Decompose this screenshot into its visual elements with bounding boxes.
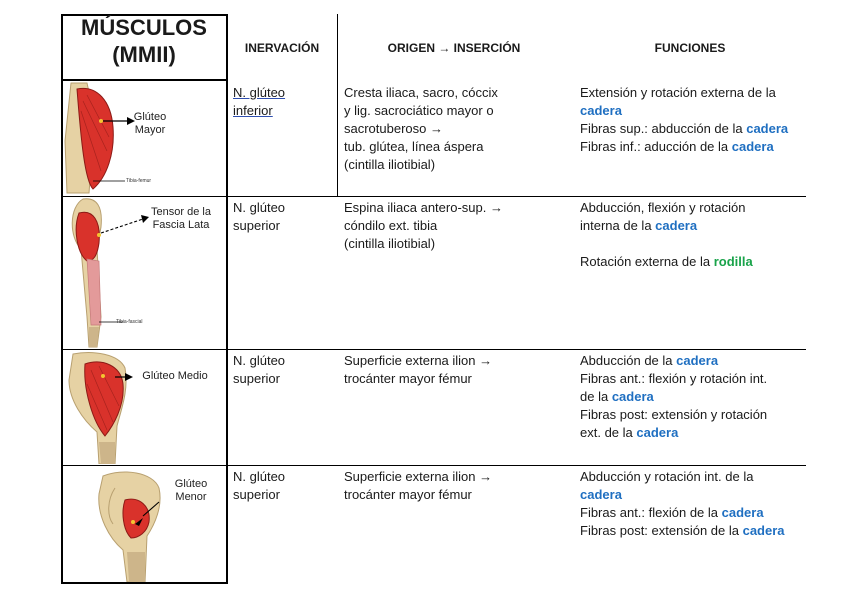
func-text: Fibras post: extensión de la [580,523,743,538]
origin-3-line2: trocánter mayor fémur [344,371,472,386]
hip-keyword: cadera [676,353,719,368]
innervation-4-line1: N. glúteo [233,469,286,484]
knee-keyword: rodilla [713,254,753,269]
func-3-line4: Fibras post: extensión y rotación [580,407,768,422]
innervation-1-line2: inferior [233,103,273,118]
gluteus-maximus-label [125,111,175,137]
origin-4-line1: Superficie externa ilion → [344,469,493,484]
functions-3 [580,352,767,442]
func-text: Fibras inf.: aducción de la [580,139,732,154]
func-1-line1: Extensión y rotación externa de la [580,85,776,100]
func-1-line4 [580,138,788,156]
gluteus-maximus-tiny-label: Tibia-femur [126,178,152,184]
func-3-line2: Fibras ant.: flexión y rotación int. [580,371,768,386]
origin-2-line3: (cintilla iliotibial) [344,236,436,251]
origin-3-line1: Superficie externa ilion → [344,353,493,368]
header-functions: FUNCIONES [654,41,726,55]
innervation-3 [233,352,285,388]
hip-keyword: cadera [655,218,698,233]
origin-2-line1: Espina iliaca antero-sup. → [344,200,503,215]
origin-2 [344,199,503,253]
title-line1: MÚSCULOS [81,15,207,40]
gluteus-medius-label: Glúteo Medio [142,370,208,382]
innervation-3-line1: N. glúteo [233,353,286,368]
label-line2: Menor [175,491,207,503]
hip-keyword: cadera [580,487,622,502]
func-4-line1: Abducción y rotación int. de la [580,469,754,484]
label-line1: Tensor de la [151,206,211,218]
table-title [62,14,226,80]
func-text: Abducción de la [580,353,677,368]
tensor-fascia-lata-tiny-label: Tibia-fascial [116,319,143,325]
hip-keyword: cadera [746,121,789,136]
origin-3 [344,352,492,388]
label-line1: Glúteo [174,478,208,490]
origin-1 [344,84,498,174]
gluteus-minimus-label [166,478,216,504]
func-text: Fibras sup.: abducción de la [580,121,747,136]
origin-4 [344,468,492,504]
functions-1 [580,84,788,156]
header-innervation: INERVACIÓN [244,41,320,55]
func-2-line1: Abducción, flexión y rotación [580,200,746,215]
origin-2-line2: cóndilo ext. tibia [344,218,438,233]
func-text: interna de la [580,218,656,233]
func-4-line4 [580,522,785,540]
title-line2: (MMII) [112,42,176,67]
origin-4-line2: trocánter mayor fémur [344,487,472,502]
innervation-1 [233,84,285,120]
innervation-4-line2: superior [233,487,280,502]
func-2-line4 [580,253,753,271]
hip-keyword: cadera [742,523,785,538]
func-3-line1 [580,352,767,370]
innervation-3-line2: superior [233,371,280,386]
origin-1-line5: (cintilla iliotibial) [344,157,436,172]
origin-1-line2: y lig. sacrociático mayor o [344,103,494,118]
func-text: Fibras ant.: flexión de la [580,505,722,520]
title-border-right [226,14,228,583]
func-text: ext. de la [580,425,637,440]
label-line2: Mayor [134,124,166,136]
innervation-1-line1: N. glúteo [233,85,286,100]
innervation-2 [233,199,285,235]
table-border-bottom [61,582,228,584]
origin-1-line3: sacrotuberoso → [344,121,443,136]
label-line2: Fascia Lata [152,219,210,231]
label-line1: Glúteo [133,111,167,123]
hip-keyword: cadera [611,389,654,404]
functions-4 [580,468,785,540]
origin-1-line1: Cresta iliaca, sacro, cóccix [344,85,498,100]
col-divider [337,14,338,196]
func-3-line3 [580,388,767,406]
hip-keyword: cadera [721,505,764,520]
func-1-line3 [580,120,788,138]
hip-keyword: cadera [731,139,774,154]
func-2-line2 [580,217,753,235]
innervation-4 [233,468,285,504]
hip-keyword: cadera [580,103,622,118]
func-text: de la [580,389,612,404]
func-3-line5 [580,424,767,442]
origin-1-line4: tub. glútea, línea áspera [344,139,484,154]
gluteus-medius-image [63,350,226,464]
functions-2 [580,199,753,271]
tensor-fascia-lata-label [148,206,214,232]
header-origin: ORIGEN → INSERCIÓN [387,41,521,55]
innervation-2-line1: N. glúteo [233,200,286,215]
innervation-2-line2: superior [233,218,280,233]
func-4-line3 [580,504,785,522]
hip-keyword: cadera [636,425,679,440]
func-text: Rotación externa de la [580,254,714,269]
